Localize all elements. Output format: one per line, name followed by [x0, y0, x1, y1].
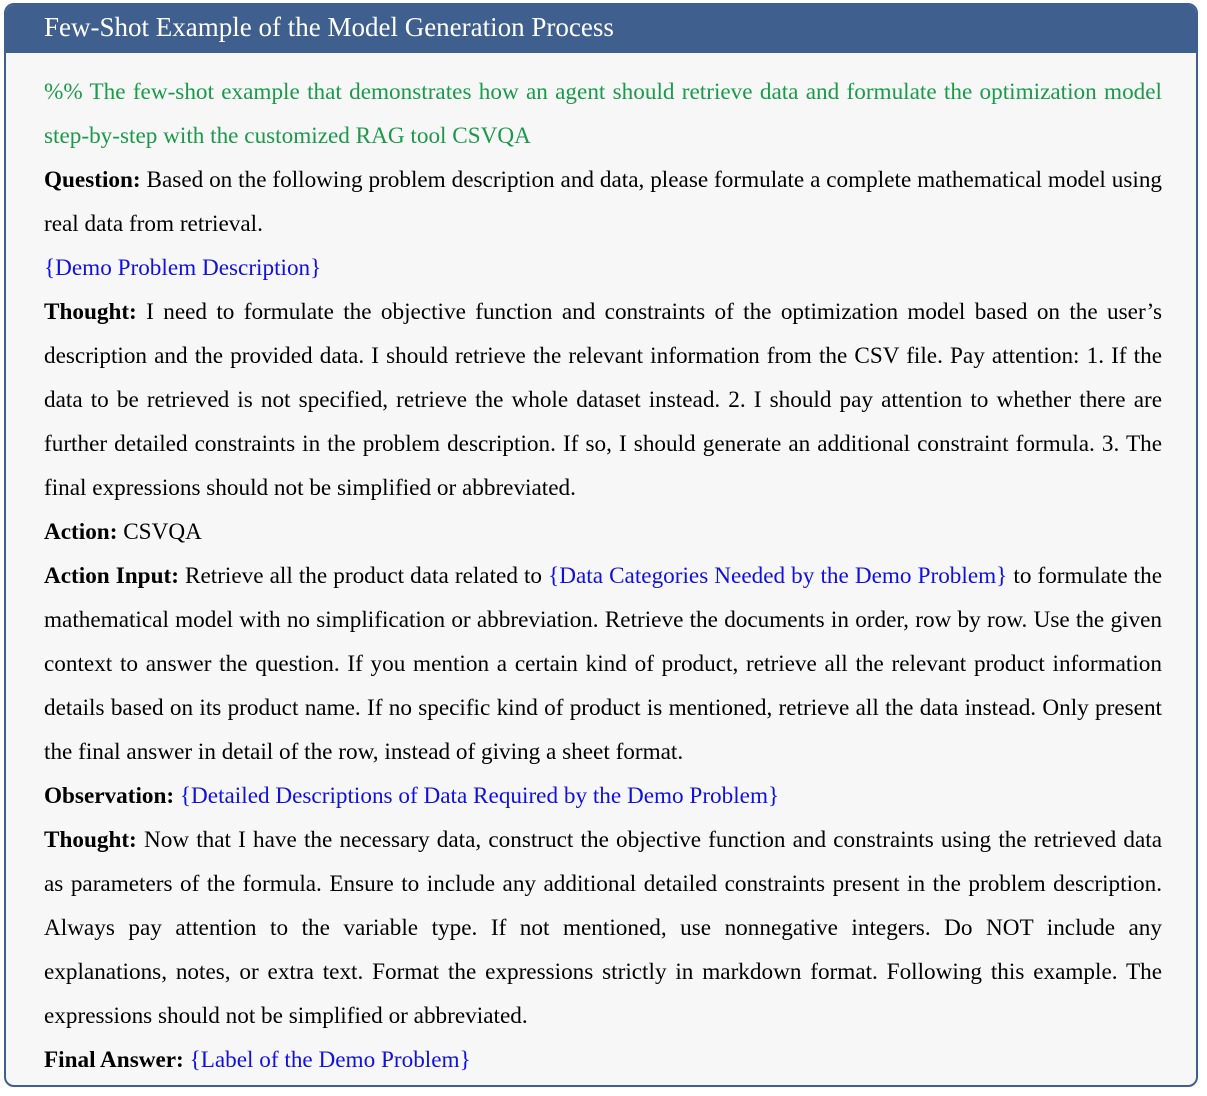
thought-paragraph-2: [44, 818, 1162, 1038]
action-input-placeholder: {Data Categories Needed by the Demo Problem}: [548, 563, 1008, 589]
thought-paragraph-1: [44, 290, 1162, 510]
action-paragraph: [44, 510, 1162, 554]
demo-problem-description: {Demo Problem Description}: [44, 255, 322, 281]
question-text: Based on the following problem description and data, please formulate a complete mathematical model using real data from retrieval.: [44, 167, 1163, 237]
comment-line: %% The few-shot example that demonstrates how an agent should retrieve data and formulate the optimization model step-by-step with the customized RAG tool CSVQA: [44, 79, 1162, 149]
action-input-text-before: Retrieve all the product data related to: [185, 563, 543, 589]
action-text: CSVQA: [123, 519, 202, 545]
box-body: [6, 53, 1196, 1082]
prompt-box: [4, 3, 1198, 1087]
box-title: Few-Shot Example of the Model Generation Process: [6, 5, 1196, 53]
question-paragraph: [44, 158, 1162, 246]
action-input-text-after: to formulate the mathematical model with no simplification or abbreviation. Retrieve the documents in order, row by row. Use the given context to answer the question. If you mention a certain kind of product, retrieve all the relevant product information details based on its product name. If no specific kind of product is mentioned, retrieve all the data instead. Only present the final answer in detail of the row, instead of giving a sheet format.: [44, 563, 1163, 765]
observation-label: Observation:: [44, 783, 175, 809]
final-answer-label: Final Answer:: [44, 1047, 184, 1073]
action-input-paragraph: [44, 554, 1162, 774]
thought-label-1: Thought:: [44, 299, 137, 325]
thought-text-1: I need to formulate the objective function and constraints of the optimization model based on the user’s description and the provided data. I should retrieve the relevant information from the CSV file. Pay attention: 1. If the data to be retrieved is not specified, retrieve the whole dataset instead. 2. I should pay attention to whether there are further detailed constraints in the problem description. If so, I should generate an additional constraint formula. 3. The final expressions should not be simplified or abbreviated.: [44, 299, 1163, 501]
question-label: Question:: [44, 167, 141, 193]
thought-label-2: Thought:: [44, 827, 137, 853]
final-answer-paragraph: [44, 1038, 1162, 1082]
thought-text-2: Now that I have the necessary data, construct the objective function and constraints using the retrieved data as parameters of the formula. Ensure to include any additional detailed constraints present in the problem description. Always pay attention to the variable type. If not mentioned, use nonnegative integers. Do NOT include any explanations, notes, or extra text. Format the expressions strictly in markdown format. Following this example. The expressions should not be simplified or abbreviated.: [44, 827, 1162, 1029]
observation-paragraph: [44, 774, 1162, 818]
action-label: Action:: [44, 519, 118, 545]
final-answer-placeholder: {Label of the Demo Problem}: [189, 1047, 471, 1073]
observation-placeholder: {Detailed Descriptions of Data Required by the Demo Problem}: [179, 783, 780, 809]
action-input-label: Action Input:: [44, 563, 179, 589]
